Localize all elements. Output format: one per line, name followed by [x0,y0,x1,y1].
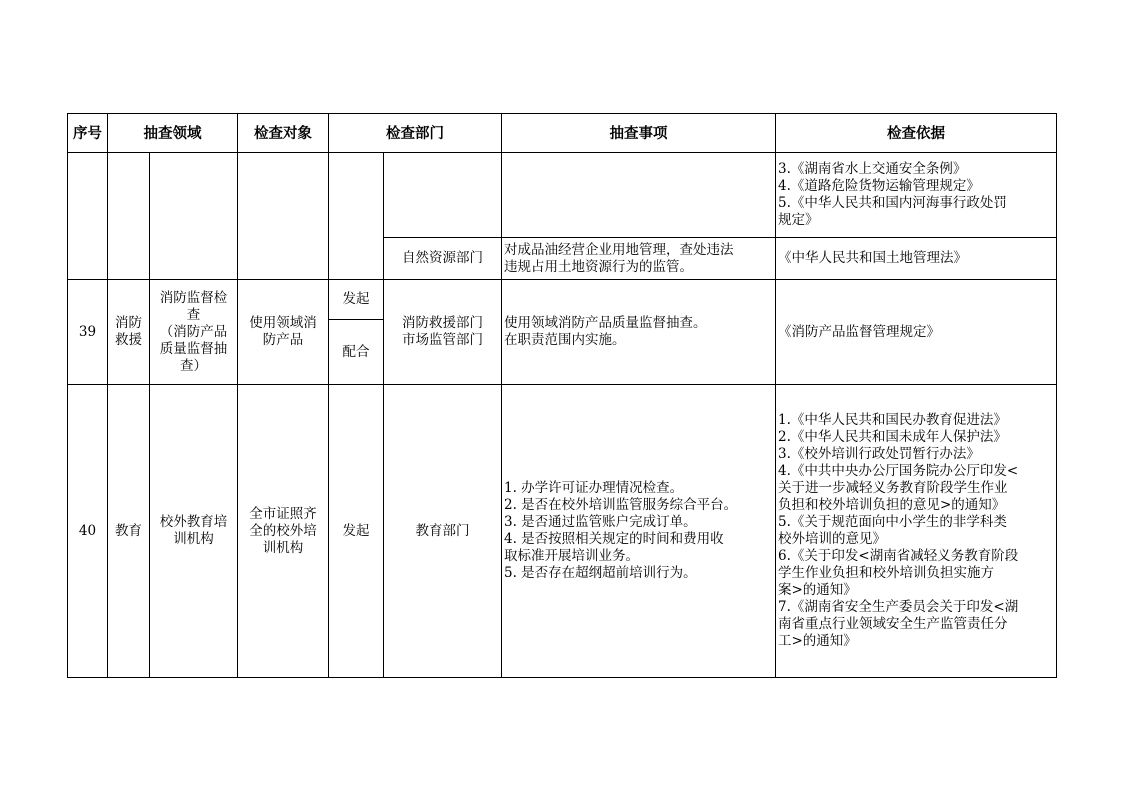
row39-basis: 《消防产品监督管理规定》 [776,280,1057,385]
row40-subfield [150,385,238,678]
row39-subfield-line: 质量监督抽 [159,340,228,357]
row40-field: 教育 [108,385,150,678]
nat-basis-cell: 《中华人民共和国土地管理法》 [776,238,1057,280]
row40-target-line: 全市证照齐 [249,505,317,522]
row39-dept-line: 消防救援部门 [402,315,483,331]
row40-basis-line: 关于进一步减轻义务教育阶段学生作业 [778,480,1008,496]
cont-basis-line: 5.《中华人民共和国内河海事行政处罚 [778,195,1007,211]
cont-seq-cell [68,153,108,280]
row40-target [238,385,329,678]
header-row [68,114,1057,153]
row40-target-line: 训机构 [262,539,304,556]
cont-dept-cell [384,153,502,238]
row40-items-line: 4. 是否按照相关规定的时间和费用收 [504,531,724,547]
row40-basis-line: 7.《湖南省安全生产委员会关于印发<湖 [778,599,1019,615]
row40-dept: 教育部门 [384,385,502,678]
row40-subfield-line: 校外教育培 [159,514,228,530]
row40-basis-line: 学生作业负担和校外培训负担实施方 [778,565,994,581]
nat-items-line: 违规占用土地资源行为的监管。 [504,258,693,275]
cont-target-cell [238,153,329,280]
row39-target [238,280,329,385]
row40-basis-line: 5.《关于规范面向中小学生的非学科类 [778,514,1007,530]
row39-seq: 39 [68,280,108,385]
row40-target-line: 全的校外培 [249,522,317,539]
row39-dept-line: 市场监管部门 [402,332,483,348]
row39-dept [384,280,502,385]
row39-subfield-line: （消防产品 [159,323,228,340]
row39-items-line: 在职责范围内实施。 [504,332,626,348]
nat-items-cell [502,238,776,280]
row39-target-line: 防产品 [262,332,304,348]
cont-role-cell [329,153,384,280]
row39-items-line: 使用领域消防产品质量监督抽查。 [504,315,707,331]
row40-subfield-line: 训机构 [173,531,214,547]
row39-subfield-line: 查） [180,357,207,374]
row40-basis-line: 4.《中共中央办公厅国务院办公厅印发< [778,463,1019,479]
cont-basis-cell [776,153,1057,238]
row40-role: 发起 [329,385,384,678]
cont-subfield-cell [150,153,238,280]
table-row-39 [68,280,1057,320]
row40-items-line: 1. 办学许可证办理情况检查。 [504,480,684,496]
cont-basis-line: 规定》 [778,212,819,228]
row39-subfield-line: 消防监督检 [159,289,228,306]
row40-items-line: 5. 是否存在超纲超前培训行为。 [504,565,697,581]
row39-items [502,280,776,385]
row40-items [502,385,776,678]
row40-basis-line: 南省重点行业领域安全生产监管责任分 [778,616,1008,632]
cont-basis-line: 4.《道路危险货物运输管理规定》 [778,178,980,194]
row40-basis-line: 校外培训的意见》 [778,531,886,547]
row39-target-line: 使用领域消 [249,315,317,331]
inspection-table [67,113,1057,678]
header-basis: 检查依据 [776,114,1057,153]
row39-field [108,280,150,385]
row40-basis-line: 工>的通知》 [778,633,857,649]
row40-basis-line: 案>的通知》 [778,582,857,598]
row40-basis-line: 负担和校外培训负担的意见>的通知》 [778,497,1006,513]
cont-field-cell [108,153,150,280]
header-dept: 检查部门 [329,114,502,153]
row40-seq: 40 [68,385,108,678]
row39-subfield [150,280,238,385]
row39-role-cooperate: 配合 [329,320,384,385]
row40-basis-line: 3.《校外培训行政处罚暂行办法》 [778,446,980,462]
header-seq: 序号 [68,114,108,153]
row40-items-line: 取标准开展培训业务。 [504,548,639,564]
row40-basis [776,385,1057,678]
row40-basis-line: 1.《中华人民共和国民办教育促进法》 [778,412,1007,428]
row40-basis-line: 2.《中华人民共和国未成年人保护法》 [778,429,1007,445]
row40-items-line: 2. 是否在校外培训监管服务综合平台。 [504,497,738,513]
table-row-cont-1 [68,153,1057,238]
row40-items-line: 3. 是否通过监管账户完成订单。 [504,514,697,530]
header-field: 抽查领域 [108,114,238,153]
row39-role-initiate: 发起 [329,280,384,320]
nat-items-line: 对成品油经营企业用地管理，查处违法 [504,241,734,258]
nat-dept-cell: 自然资源部门 [384,238,502,280]
cont-items-cell [502,153,776,238]
cont-basis-line: 3.《湖南省水上交通安全条例》 [778,161,967,177]
row40-basis-line: 6.《关于印发<湖南省减轻义务教育阶段 [778,548,1019,564]
row39-field-line: 消防 [115,315,142,331]
header-target: 检查对象 [238,114,329,153]
header-items: 抽查事项 [502,114,776,153]
row39-subfield-line: 查 [186,306,201,323]
row39-field-line: 救援 [115,332,142,348]
table-row-40 [68,385,1057,678]
